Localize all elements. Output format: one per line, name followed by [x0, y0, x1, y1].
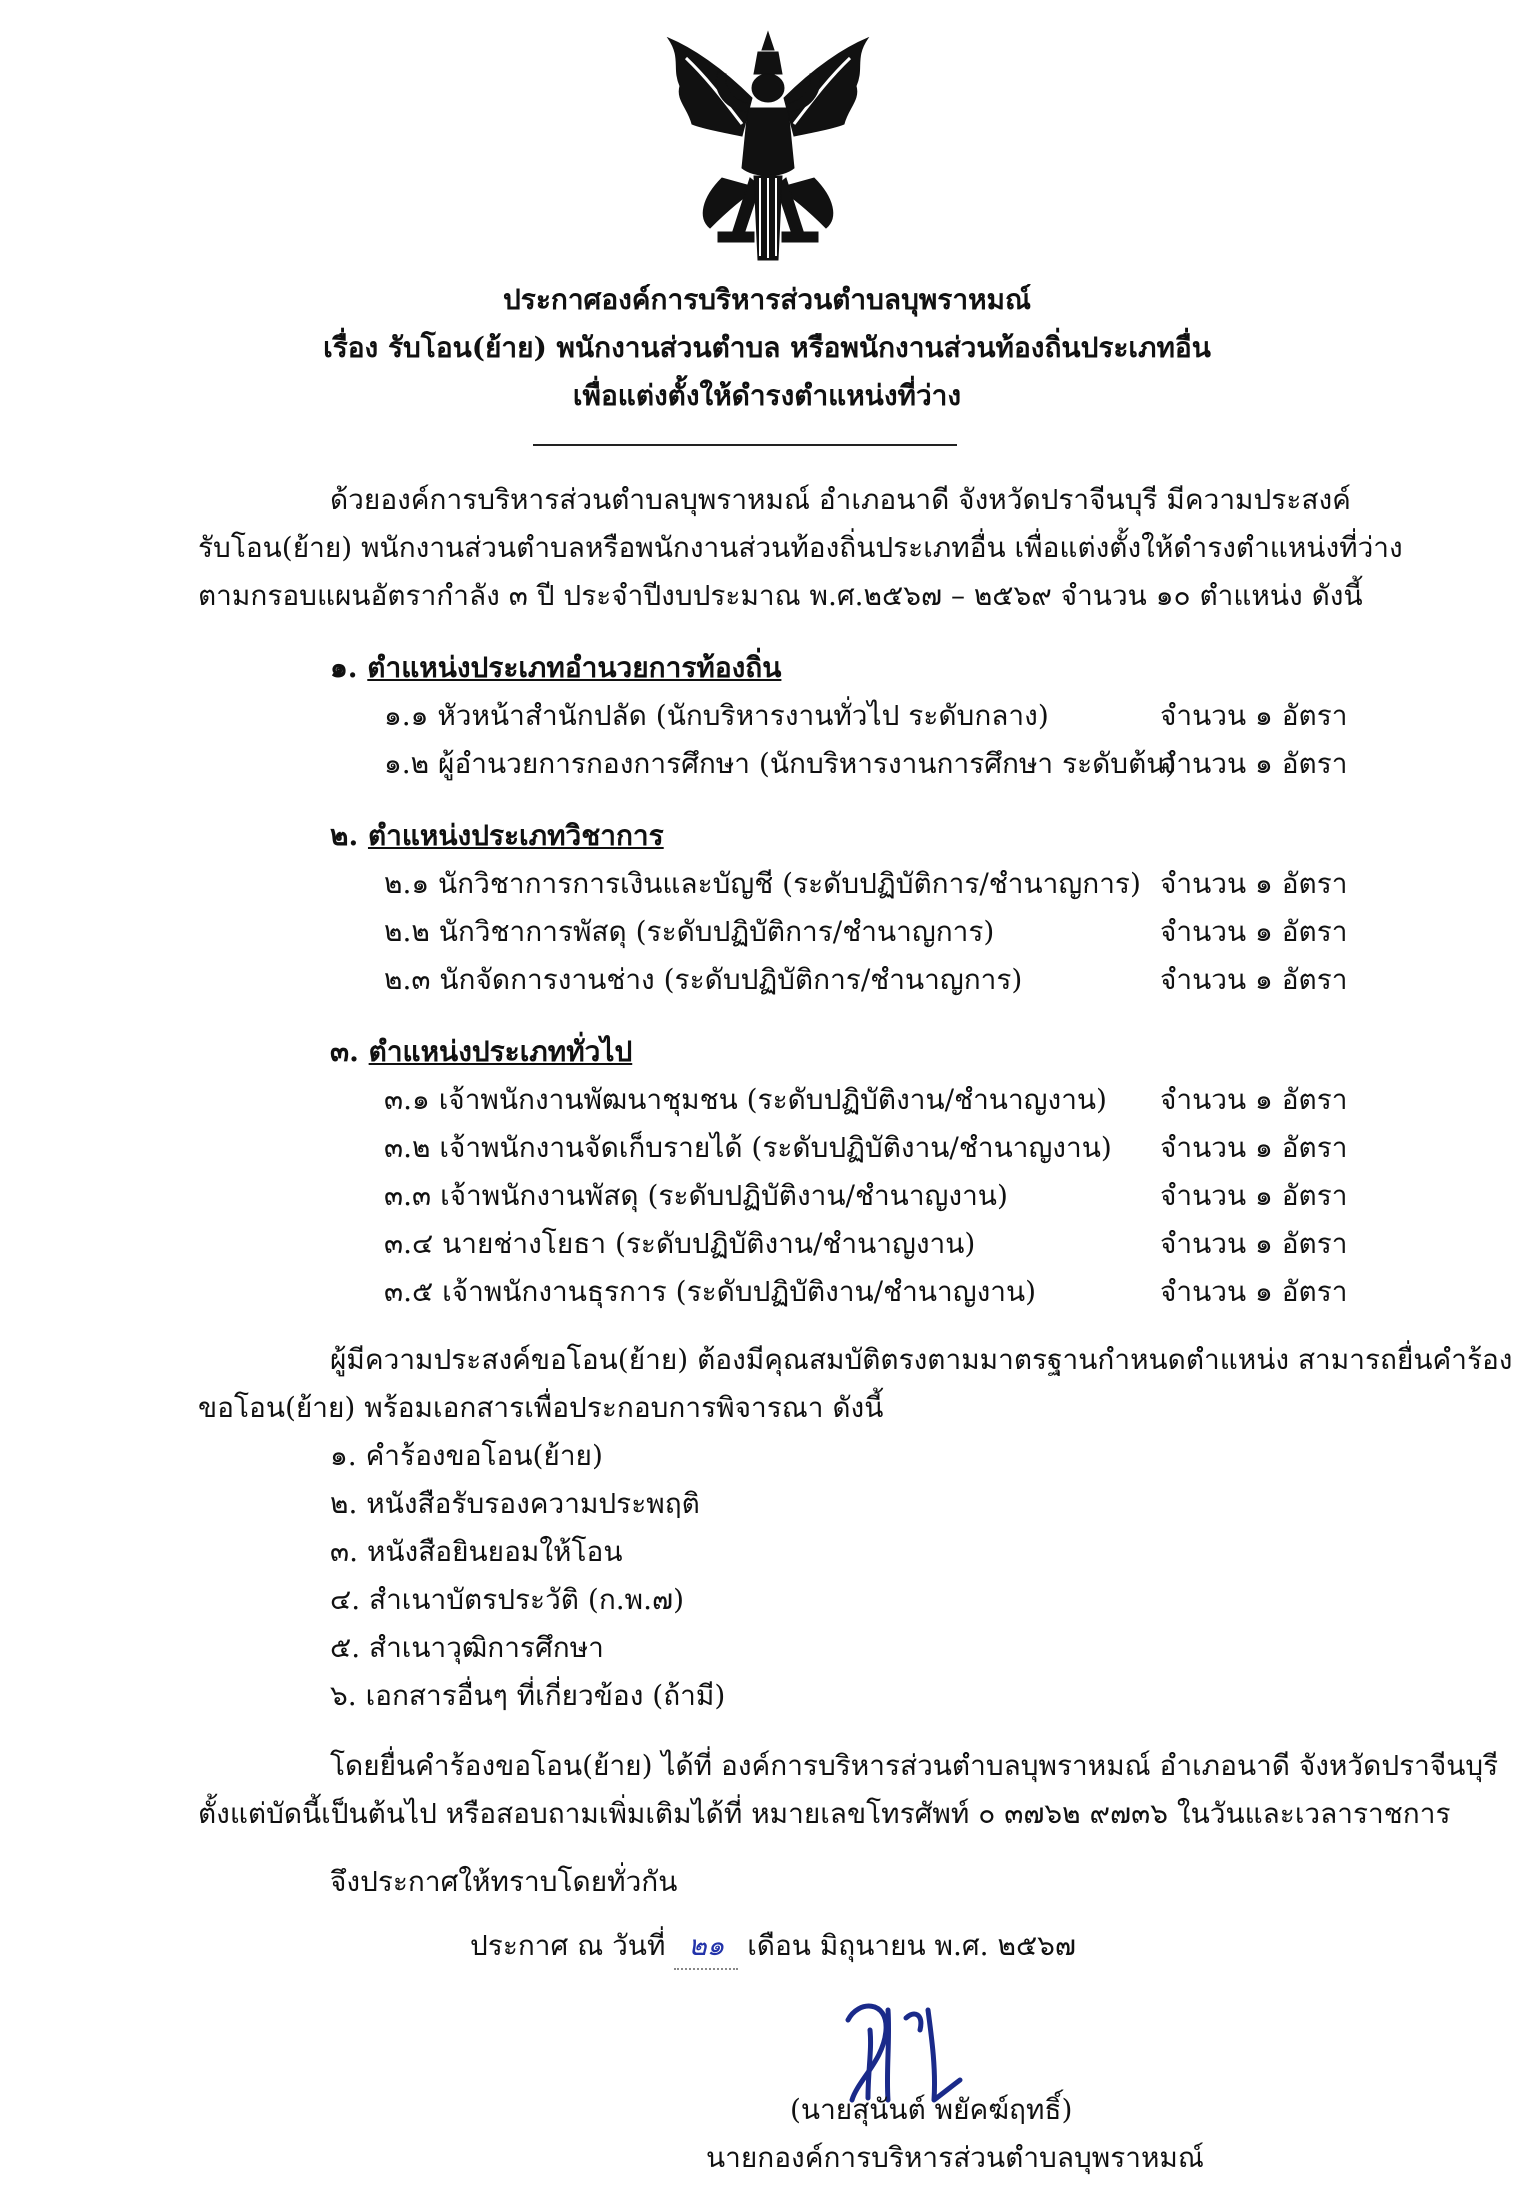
- intro-line-1: ด้วยองค์การบริหารส่วนตำบลบุพราหมณ์ อำเภอนาดี จังหวัดปราจีนบุรี มีความประสงค์: [330, 483, 1351, 516]
- position-label: ๒.๓ นักจัดการงานช่าง (ระดับปฏิบัติการ/ชำนาญการ): [384, 963, 1023, 996]
- requirements-line-2: ขอโอน(ย้าย) พร้อมเอกสารเพื่อประกอบการพิจารณา ดังนี้: [198, 1391, 884, 1424]
- position-label: ๑.๒ ผู้อำนวยการกองการศึกษา (นักบริหารงานการศึกษา ระดับต้น): [384, 747, 1177, 780]
- section-title: ตำแหน่งประเภทอำนวยการท้องถิ่น: [367, 651, 782, 684]
- section-2-heading: [330, 814, 664, 858]
- intro-line-3: ตามกรอบแผนอัตรากำลัง ๓ ปี ประจำปีงบประมาณ พ.ศ.๒๕๖๗ – ๒๕๖๙ จำนวน ๑๐ ตำแหน่ง ดังนี้: [198, 579, 1363, 612]
- submission-line-2: ตั้งแต่บัดนี้เป็นต้นไป หรือสอบถามเพิ่มเติมได้ที่ หมายเลขโทรศัพท์ ๐ ๓๗๖๒ ๙๗๓๖ ในวันและเวลาราชการ: [198, 1797, 1451, 1830]
- position-label: ๓.๔ นายช่างโยธา (ระดับปฏิบัติงาน/ชำนาญงาน): [384, 1227, 976, 1260]
- section-number: ๒.: [330, 819, 359, 852]
- section-1-heading: [330, 646, 781, 690]
- header-subject: เรื่อง รับโอน(ย้าย) พนักงานส่วนตำบล หรือพนักงานส่วนท้องถิ่นประเภทอื่น: [323, 331, 1211, 364]
- position-quantity: จำนวน ๑ อัตรา: [1160, 963, 1348, 996]
- document-item: ๕. สำเนาวุฒิการศึกษา: [330, 1631, 604, 1664]
- position-quantity: จำนวน ๑ อัตรา: [1160, 699, 1348, 732]
- section-number: ๑.: [330, 651, 358, 684]
- garuda-emblem-icon: [662, 28, 874, 266]
- position-quantity: จำนวน ๑ อัตรา: [1160, 1179, 1348, 1212]
- position-label: ๓.๕ เจ้าพนักงานธุรการ (ระดับปฏิบัติงาน/ชำนาญงาน): [384, 1275, 1037, 1308]
- position-quantity: จำนวน ๑ อัตรา: [1160, 915, 1348, 948]
- closing-statement: จึงประกาศให้ทราบโดยทั่วกัน: [330, 1865, 678, 1898]
- intro-line-2: รับโอน(ย้าย) พนักงานส่วนตำบลหรือพนักงานส่วนท้องถิ่นประเภทอื่น เพื่อแต่งตั้งให้ดำรงตำแหน่งที่ว่าง: [198, 531, 1403, 564]
- document-item: ๒. หนังสือรับรองความประพฤติ: [330, 1487, 700, 1520]
- position-quantity: จำนวน ๑ อัตรา: [1160, 1131, 1348, 1164]
- document-item: ๔. สำเนาบัตรประวัติ (ก.พ.๗): [330, 1583, 685, 1616]
- position-label: ๒.๑ นักวิชาการการเงินและบัญชี (ระดับปฏิบัติการ/ชำนาญการ): [384, 867, 1141, 900]
- position-label: ๓.๒ เจ้าพนักงานจัดเก็บรายได้ (ระดับปฏิบัติงาน/ชำนาญงาน): [384, 1131, 1112, 1164]
- position-quantity: จำนวน ๑ อัตรา: [1160, 1083, 1348, 1116]
- date-prefix: ประกาศ ณ วันที่: [470, 1929, 666, 1962]
- requirements-line-1: ผู้มีความประสงค์ขอโอน(ย้าย) ต้องมีคุณสมบัติตรงตามมาตรฐานกำหนดตำแหน่ง สามารถยื่นคำร้อง: [330, 1343, 1513, 1376]
- section-title: ตำแหน่งประเภททั่วไป: [368, 1035, 633, 1068]
- date-day-handwritten: ๒๑: [674, 1924, 738, 1970]
- document-item: ๑. คำร้องขอโอน(ย้าย): [330, 1439, 603, 1472]
- header-divider: [533, 444, 957, 446]
- position-quantity: จำนวน ๑ อัตรา: [1160, 1275, 1348, 1308]
- position-quantity: จำนวน ๑ อัตรา: [1160, 1227, 1348, 1260]
- position-label: ๒.๒ นักวิชาการพัสดุ (ระดับปฏิบัติการ/ชำนาญการ): [384, 915, 995, 948]
- signatory-title: นายกองค์การบริหารส่วนตำบลบุพราหมณ์: [706, 2141, 1204, 2174]
- section-3-heading: [330, 1030, 632, 1074]
- header-purpose: เพื่อแต่งตั้งให้ดำรงตำแหน่งที่ว่าง: [572, 379, 962, 412]
- document-item: ๖. เอกสารอื่นๆ ที่เกี่ยวข้อง (ถ้ามี): [330, 1679, 726, 1712]
- signatory-name: (นายสุนันต์ พยัคฆ์ฤทธิ์): [790, 2093, 1073, 2126]
- date-month-year: เดือน มิถุนายน พ.ศ. ๒๕๖๗: [747, 1929, 1076, 1962]
- position-quantity: จำนวน ๑ อัตรา: [1160, 867, 1348, 900]
- position-quantity: จำนวน ๑ อัตรา: [1160, 747, 1348, 780]
- section-title: ตำแหน่งประเภทวิชาการ: [367, 819, 664, 852]
- announcement-date: [470, 1924, 1076, 1970]
- position-label: ๑.๑ หัวหน้าสำนักปลัด (นักบริหารงานทั่วไป ระดับกลาง): [384, 699, 1049, 732]
- section-number: ๓.: [330, 1035, 359, 1068]
- document-item: ๓. หนังสือยินยอมให้โอน: [330, 1535, 623, 1568]
- position-label: ๓.๓ เจ้าพนักงานพัสดุ (ระดับปฏิบัติงาน/ชำนาญงาน): [384, 1179, 1008, 1212]
- submission-line-1: โดยยื่นคำร้องขอโอน(ย้าย) ได้ที่ องค์การบริหารส่วนตำบลบุพราหมณ์ อำเภอนาดี จังหวัดปราจีนบุรี: [330, 1749, 1499, 1782]
- header-title: ประกาศองค์การบริหารส่วนตำบลบุพราหมณ์: [503, 283, 1031, 316]
- position-label: ๓.๑ เจ้าพนักงานพัฒนาชุมชน (ระดับปฏิบัติงาน/ชำนาญงาน): [384, 1083, 1107, 1116]
